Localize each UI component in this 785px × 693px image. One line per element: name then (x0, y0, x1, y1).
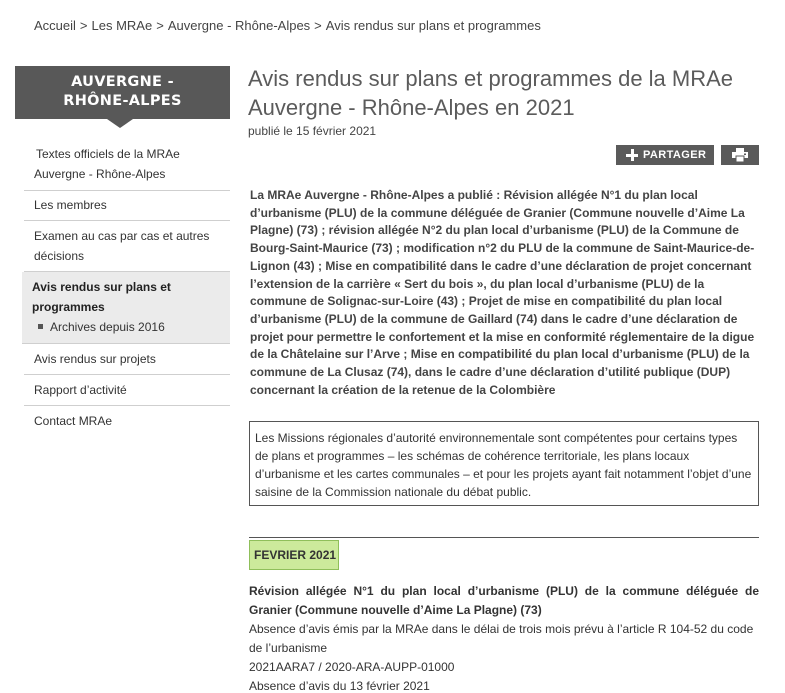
breadcrumb-region[interactable]: Auvergne - Rhône-Alpes (167, 18, 311, 33)
notice-entry (249, 582, 759, 693)
entry-description: Absence d’avis émis par la MRAe dans le délai de trois mois prévu à l’article R 104-52 du code de l’urbanisme (249, 622, 754, 655)
breadcrumb-mrae[interactable]: Les MRAe (91, 18, 153, 33)
region-title-line2: RHÔNE-ALPES (63, 93, 182, 109)
sidebar-item-rapport[interactable] (24, 375, 230, 406)
sidebar-item-contact[interactable] (24, 406, 230, 436)
main-content (248, 64, 759, 138)
print-button[interactable] (721, 145, 759, 165)
sidebar-item-membres[interactable] (24, 191, 230, 221)
entry-reference: 2021AARA7 / 2020-ARA-AUPP-01000 (249, 660, 455, 674)
sidebar-item-plans-programmes[interactable] (22, 272, 230, 344)
sidebar-menu (24, 140, 230, 436)
sidebar-subitem-archives[interactable] (24, 317, 230, 343)
breadcrumb (34, 18, 541, 33)
region-header (15, 66, 230, 119)
sidebar-item-label: Contact MRAe (34, 414, 113, 428)
plus-icon (626, 149, 638, 161)
sidebar-item-label: Examen au cas par cas et autres décisions (34, 229, 210, 263)
publication-date: publié le 15 février 2021 (248, 124, 377, 138)
breadcrumb-separator: > (156, 18, 164, 33)
sidebar-item-label: Textes officiels de la MRAe Auvergne - Rhône-Alpes (34, 147, 180, 181)
sidebar-item-label: Avis rendus sur projets (34, 352, 156, 366)
sidebar-item-textes-officiels[interactable] (24, 140, 230, 191)
page-title: Avis rendus sur plans et programmes de la MRAe Auvergne - Rhône-Alpes en 2021 (248, 66, 734, 120)
intro-paragraph: La MRAe Auvergne - Rhône-Alpes a publié : Révision allégée N°1 du plan local d’urbanisme (PLU) de la commune déléguée de Granier (Commune nouvelle d’Aime La Plagne) (73) ; révision allégée N°2 du plan local d’urbanisme (PLU) de la Commune de Bourg-Saint-Maurice (73) ; modification n°2 du PLU de la commune de Saint-Maurice-de-Lignon (43) ; Mise en compatibilité dans le cadre d’une déclaration de projet concernant l’extension de la carrière « Sert du bois », du plan local d’urbanisme (PLU) de la commune de Solignac-sur-Loire (43) ; Projet de mise en compatibilité du plan local d’urbanisme (PLU) de la commune de Gaillard (74) dans le cadre d’une déclaration de projet pour permettre le confortement et la mise en conformité réglementaire de la digue de la Châtelaine sur l’Arve ; Mise en compatibilité du plan local d’urbanisme (PLU) de la commune de La Clusaz (74), dans le cadre d’une déclaration d’utilité publique (DUP) concernant la création de la retenue de la Colombière (250, 188, 755, 397)
month-badge: FEVRIER 2021 (249, 540, 339, 570)
notice-box: Les Missions régionales d’autorité environnementale sont compétentes pour certains types de plans et programmes – les schémas de cohérence territoriale, les plans locaux d’urbanisme et les cartes communales – et pour les projets ayant fait notamment l’objet d’une saisine de la Commission nationale du débat public. (249, 421, 759, 506)
sidebar-item-projets[interactable] (24, 344, 230, 375)
sidebar-subitem-label: Archives depuis 2016 (50, 320, 165, 334)
entry-status: Absence d’avis du 13 février 2021 (249, 679, 430, 693)
square-bullet-icon (38, 324, 43, 329)
region-title-line1: AUVERGNE - (71, 74, 174, 90)
sidebar-item-label: Les membres (34, 198, 107, 212)
breadcrumb-home[interactable]: Accueil (34, 18, 76, 33)
sidebar-item-label: Rapport d’activité (34, 383, 127, 397)
breadcrumb-current: Avis rendus sur plans et programmes (325, 18, 541, 33)
share-button[interactable] (616, 145, 714, 165)
region-header-arrow (107, 119, 133, 128)
sidebar-item-cas-par-cas[interactable] (24, 221, 230, 272)
share-button-label: PARTAGER (643, 149, 707, 161)
breadcrumb-separator: > (79, 18, 88, 33)
entry-title[interactable]: Révision allégée N°1 du plan local d’urbanisme (PLU) de la commune déléguée de Granier (Commune nouvelle d’Aime La Plagne) (73) (249, 584, 759, 617)
sidebar-item-label: Avis rendus sur plans et programmes (32, 280, 171, 314)
section-divider (249, 537, 759, 538)
breadcrumb-separator: > (314, 18, 322, 33)
printer-icon (732, 148, 748, 162)
